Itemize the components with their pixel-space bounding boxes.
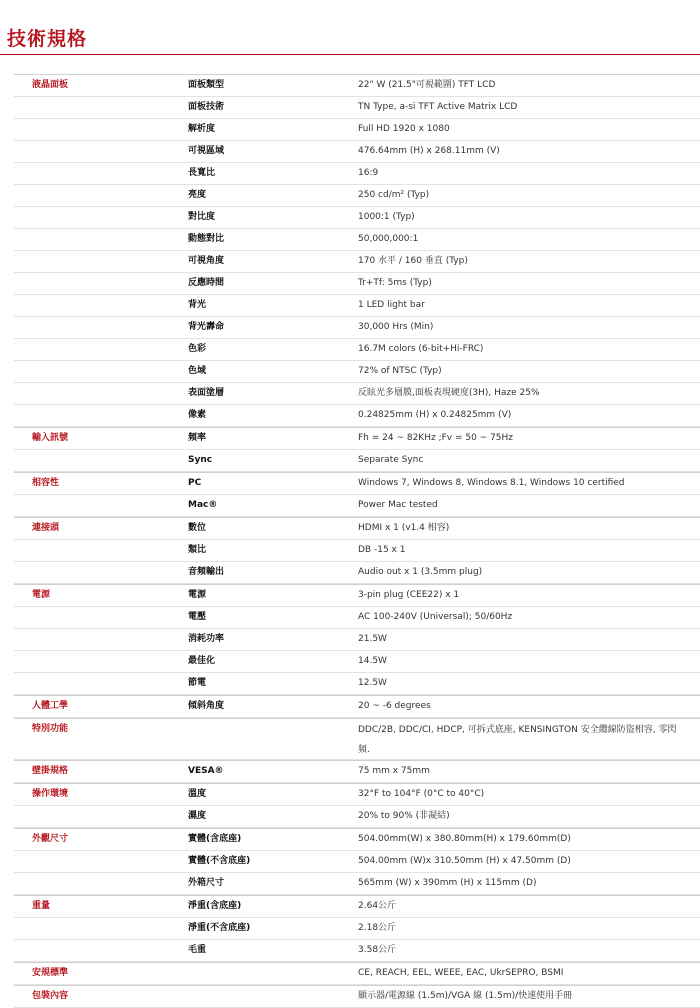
spec-value: Power Mac tested — [358, 500, 438, 510]
spec-value: DDC/2B, DDC/CI, HDCP, 可拆式底座, KENSINGTON 安全纜線防盜相容, 零閃頻. — [358, 725, 677, 755]
spec-value: Audio out x 1 (3.5mm plug) — [358, 567, 483, 577]
spec-property: 表面塗層 — [188, 388, 225, 398]
spec-row — [14, 405, 700, 427]
spec-property: 溫度 — [188, 789, 207, 799]
spec-row — [14, 985, 700, 1008]
spec-property: 反應時間 — [188, 278, 225, 288]
spec-property: 音頻輸出 — [188, 567, 225, 577]
spec-row — [14, 163, 700, 185]
spec-value: 12.5W — [358, 678, 387, 688]
spec-row — [14, 97, 700, 119]
spec-row — [14, 273, 700, 295]
spec-value: 14.5W — [358, 656, 387, 666]
spec-row — [14, 895, 700, 918]
spec-value: Tr+Tf: 5ms (Typ) — [358, 278, 432, 288]
spec-property: 傾斜角度 — [188, 701, 225, 711]
spec-value: Full HD 1920 x 1080 — [358, 124, 450, 134]
spec-row — [14, 851, 700, 873]
spec-value: CE, REACH, EEL, WEEE, EAC, UkrSEPRO, BSMI — [358, 968, 564, 978]
spec-row — [14, 207, 700, 229]
spec-category: 操作環境 — [32, 789, 69, 799]
spec-property: Sync — [188, 455, 213, 465]
spec-property: 可視角度 — [188, 256, 225, 266]
spec-value: 3.58公斤 — [358, 945, 397, 955]
spec-category: 包裝內容 — [32, 991, 69, 1001]
spec-value: 250 cd/m² (Typ) — [358, 190, 430, 200]
spec-category: 液晶面板 — [32, 80, 69, 90]
spec-row — [14, 760, 700, 783]
spec-value: Windows 7, Windows 8, Windows 8.1, Windows 10 certified — [358, 478, 625, 488]
spec-property: 背光壽命 — [188, 322, 225, 332]
spec-row — [14, 74, 700, 97]
spec-row — [14, 450, 700, 472]
spec-value: 20% to 90% (非凝結) — [358, 811, 450, 821]
spec-category: 人體工學 — [32, 701, 69, 711]
spec-row — [14, 361, 700, 383]
spec-property: 實體(含底座) — [188, 834, 242, 844]
spec-table — [14, 74, 700, 1008]
spec-row — [14, 584, 700, 607]
spec-row — [14, 828, 700, 851]
spec-property: 消耗功率 — [188, 634, 225, 644]
spec-property: 實體(不含底座) — [188, 856, 251, 866]
spec-value: 20 ~ -6 degrees — [358, 701, 431, 711]
spec-value: 16.7M colors (6-bit+Hi-FRC) — [358, 344, 484, 354]
spec-value: 1 LED light bar — [358, 300, 425, 310]
spec-row — [14, 918, 700, 940]
spec-property: 像素 — [188, 410, 207, 420]
spec-row — [14, 695, 700, 718]
spec-property: 淨重(含底座) — [188, 901, 242, 911]
spec-property: 節電 — [188, 678, 207, 688]
spec-row — [14, 562, 700, 584]
spec-row — [14, 295, 700, 317]
spec-value: 476.64mm (H) x 268.11mm (V) — [358, 146, 500, 156]
spec-row — [14, 651, 700, 673]
spec-property: Mac® — [188, 500, 218, 510]
spec-property: 解析度 — [188, 124, 216, 134]
spec-value: 30,000 Hrs (Min) — [358, 322, 434, 332]
spec-category: 相容性 — [32, 478, 60, 488]
spec-value: 22" W (21.5"可視範圍) TFT LCD — [358, 80, 496, 90]
spec-property: 長寬比 — [188, 168, 216, 178]
spec-category: 安規標準 — [32, 968, 69, 978]
spec-row — [14, 251, 700, 273]
spec-property: 色彩 — [188, 344, 207, 354]
spec-property: 動態對比 — [188, 234, 225, 244]
spec-row — [14, 472, 700, 495]
spec-value: 504.00mm(W) x 380.80mm(H) x 179.60mm(D) — [358, 834, 571, 844]
spec-row — [14, 517, 700, 540]
spec-property: 濕度 — [188, 811, 207, 821]
spec-category: 特別功能 — [32, 724, 69, 734]
title-divider — [0, 54, 700, 55]
spec-property: 色域 — [188, 366, 207, 376]
spec-value: DB -15 x 1 — [358, 545, 406, 555]
spec-value: Separate Sync — [358, 455, 424, 465]
spec-value: AC 100-240V (Universal); 50/60Hz — [358, 612, 513, 622]
spec-value: 21.5W — [358, 634, 387, 644]
spec-row — [14, 540, 700, 562]
spec-row — [14, 383, 700, 405]
spec-row — [14, 629, 700, 651]
spec-property: 背光 — [188, 300, 207, 310]
spec-row — [14, 119, 700, 141]
spec-property: 亮度 — [188, 190, 207, 200]
spec-property: 毛重 — [188, 945, 207, 955]
spec-value: 反眩光多層膜,面板表現硬度(3H), Haze 25% — [358, 388, 540, 398]
spec-row — [14, 783, 700, 806]
spec-row — [14, 185, 700, 207]
spec-property: 對比度 — [188, 212, 216, 222]
spec-row — [14, 940, 700, 962]
spec-property: 外箱尺寸 — [188, 878, 225, 888]
spec-property: 淨重(不含底座) — [188, 923, 251, 933]
spec-row — [14, 339, 700, 361]
spec-value: 2.18公斤 — [358, 923, 397, 933]
spec-value: 顯示器/電源線 (1.5m)/VGA 線 (1.5m)/快速使用手冊 — [358, 991, 573, 1001]
spec-category: 重量 — [32, 901, 51, 911]
spec-property: 最佳化 — [188, 656, 216, 666]
spec-value: 3-pin plug (CEE22) x 1 — [358, 590, 460, 600]
spec-value: Fh = 24 ~ 82KHz ;Fv = 50 ~ 75Hz — [358, 433, 514, 443]
spec-property: PC — [188, 478, 202, 488]
spec-value: 2.64公斤 — [358, 901, 397, 911]
spec-property: 電源 — [188, 590, 207, 600]
spec-value: TN Type, a-si TFT Active Matrix LCD — [358, 102, 518, 112]
spec-category: 連接頭 — [32, 523, 60, 533]
spec-property: 面板類型 — [188, 80, 225, 90]
spec-row — [14, 718, 700, 760]
spec-row — [14, 962, 700, 985]
spec-row — [14, 141, 700, 163]
spec-row — [14, 495, 700, 517]
spec-row — [14, 806, 700, 828]
spec-value: 1000:1 (Typ) — [358, 212, 415, 222]
spec-category: 輸入訊號 — [32, 433, 69, 443]
spec-row — [14, 607, 700, 629]
spec-value: 565mm (W) x 390mm (H) x 115mm (D) — [358, 878, 537, 888]
spec-value: 16:9 — [358, 168, 379, 178]
spec-property: 電壓 — [188, 612, 207, 622]
spec-category: 壁掛規格 — [32, 766, 69, 776]
spec-row — [14, 229, 700, 251]
spec-property: 可視區域 — [188, 146, 225, 156]
spec-value: 50,000,000:1 — [358, 234, 419, 244]
spec-value: 170 水平 / 160 垂直 (Typ) — [358, 256, 468, 266]
spec-row — [14, 873, 700, 895]
spec-value: 72% of NTSC (Typ) — [358, 366, 442, 376]
spec-row — [14, 317, 700, 339]
spec-property: VESA® — [188, 766, 224, 776]
spec-value: 0.24825mm (H) x 0.24825mm (V) — [358, 410, 512, 420]
spec-value: 504.00mm (W)x 310.50mm (H) x 47.50mm (D) — [358, 856, 571, 866]
spec-value: HDMI x 1 (v1.4 相容) — [358, 523, 450, 533]
page-title: 技術規格 — [7, 28, 88, 50]
spec-category: 外觀尺寸 — [32, 834, 69, 844]
spec-category: 電源 — [32, 590, 51, 600]
spec-property: 類比 — [188, 545, 207, 555]
spec-value: 75 mm x 75mm — [358, 766, 430, 776]
spec-value: 32°F to 104°F (0°C to 40°C) — [358, 789, 485, 799]
spec-row — [14, 673, 700, 695]
spec-property: 數位 — [188, 523, 207, 533]
spec-row — [14, 427, 700, 450]
spec-property: 面板技術 — [188, 102, 225, 112]
spec-property: 頻率 — [188, 433, 207, 443]
